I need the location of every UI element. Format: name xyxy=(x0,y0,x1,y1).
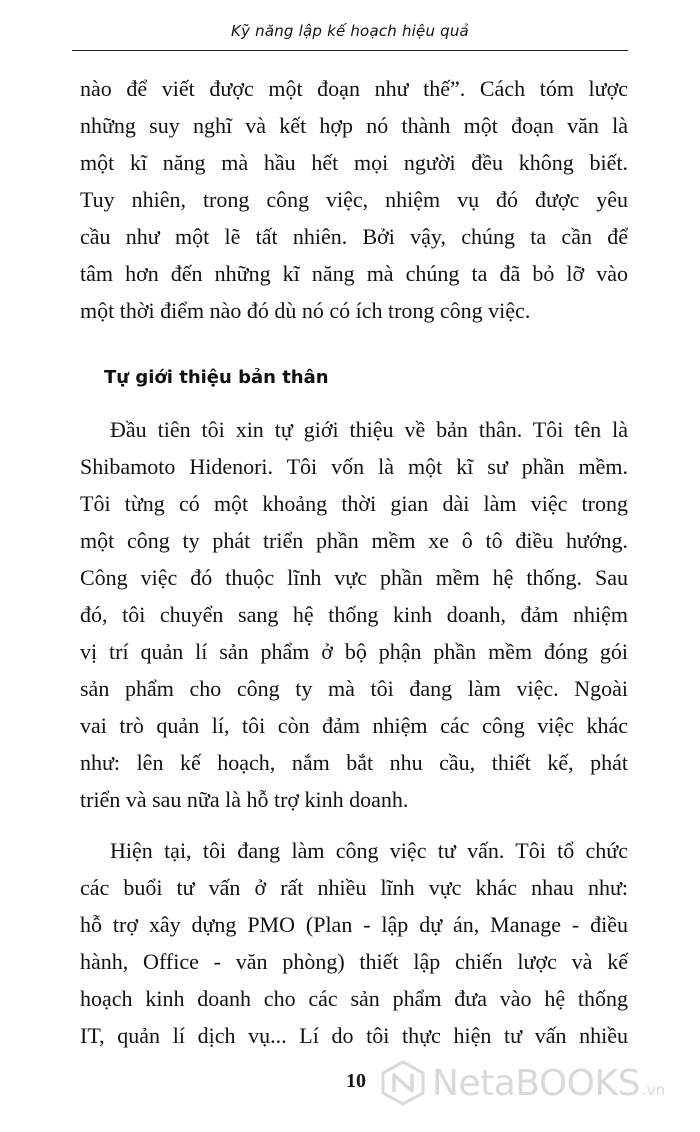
text-line: Shibamoto Hidenori. Tôi vốn là một kĩ sư phần mềm. xyxy=(80,454,628,479)
watermark-brand: NetaBOOKS xyxy=(432,1062,640,1104)
text-line: Tôi từng có một khoảng thời gian dài làm việc trong xyxy=(80,491,628,516)
text-line: tâm hơn đến những kĩ năng mà chúng ta đã bỏ lỡ vào xyxy=(80,261,628,286)
text-line: Công việc đó thuộc lĩnh vực phần mềm hệ thống. Sau xyxy=(80,565,628,590)
text-line: một thời điểm nào đó dù nó có ích trong công việc. xyxy=(80,298,531,323)
text-line: các buổi tư vấn ở rất nhiều lĩnh vực khác nhau như: xyxy=(80,875,628,900)
text-line: cầu như một lẽ tất nhiên. Bởi vậy, chúng ta cần để xyxy=(80,224,628,249)
paragraph-self-introduction xyxy=(80,411,628,818)
text-line: Hiện tại, tôi đang làm công việc tư vấn. Tôi tổ chức xyxy=(110,838,628,863)
text-line: vai trò quản lí, tôi còn đảm nhiệm các công việc khác xyxy=(80,713,628,738)
text-line: vị trí quản lí sản phẩm ở bộ phận phần mềm đóng gói xyxy=(80,639,628,664)
page-body xyxy=(80,70,628,1068)
text-line: nào để viết được một đoạn như thế”. Cách tóm lược xyxy=(80,76,628,101)
text-line: đó, tôi chuyển sang hệ thống kinh doanh, đảm nhiệm xyxy=(80,602,628,627)
watermark-suffix: .vn xyxy=(641,1081,666,1099)
text-line: một công ty phát triển phần mềm xe ô tô điều hướng. xyxy=(80,528,628,553)
text-line: một kĩ năng mà hầu hết mọi người đều không biết. xyxy=(80,150,628,175)
section-heading: Tự giới thiệu bản thân xyxy=(104,367,329,388)
running-header: Kỹ năng lập kế hoạch hiệu quả xyxy=(231,22,469,40)
text-line: như: lên kế hoạch, nắm bắt nhu cầu, thiết kế, phát xyxy=(80,750,628,775)
text-line: IT, quản lí dịch vụ... Lí do tôi thực hiện tư vấn nhiều xyxy=(80,1023,628,1048)
paragraph-continuation xyxy=(80,70,628,329)
text-line: hoạch kinh doanh cho các sản phẩm đưa vào hệ thống xyxy=(80,986,628,1011)
text-line: hỗ trợ xây dựng PMO (Plan - lập dự án, Manage - điều xyxy=(80,912,628,937)
text-line: triển và sau nữa là hỗ trợ kinh doanh. xyxy=(80,787,409,812)
header-rule xyxy=(72,50,628,51)
text-line: những suy nghĩ và kết hợp nó thành một đoạn văn là xyxy=(80,113,628,138)
text-line: sản phẩm cho công ty mà tôi đang làm việc. Ngoài xyxy=(80,676,628,701)
text-line: hành, Office - văn phòng) thiết lập chiến lược và kế xyxy=(80,949,628,974)
text-line: Tuy nhiên, trong công việc, nhiệm vụ đó được yêu xyxy=(80,187,628,212)
page-number: 10 xyxy=(346,1070,366,1092)
paragraph-current-work xyxy=(80,832,628,1054)
text-line: Đầu tiên tôi xin tự giới thiệu về bản thân. Tôi tên là xyxy=(110,417,628,442)
